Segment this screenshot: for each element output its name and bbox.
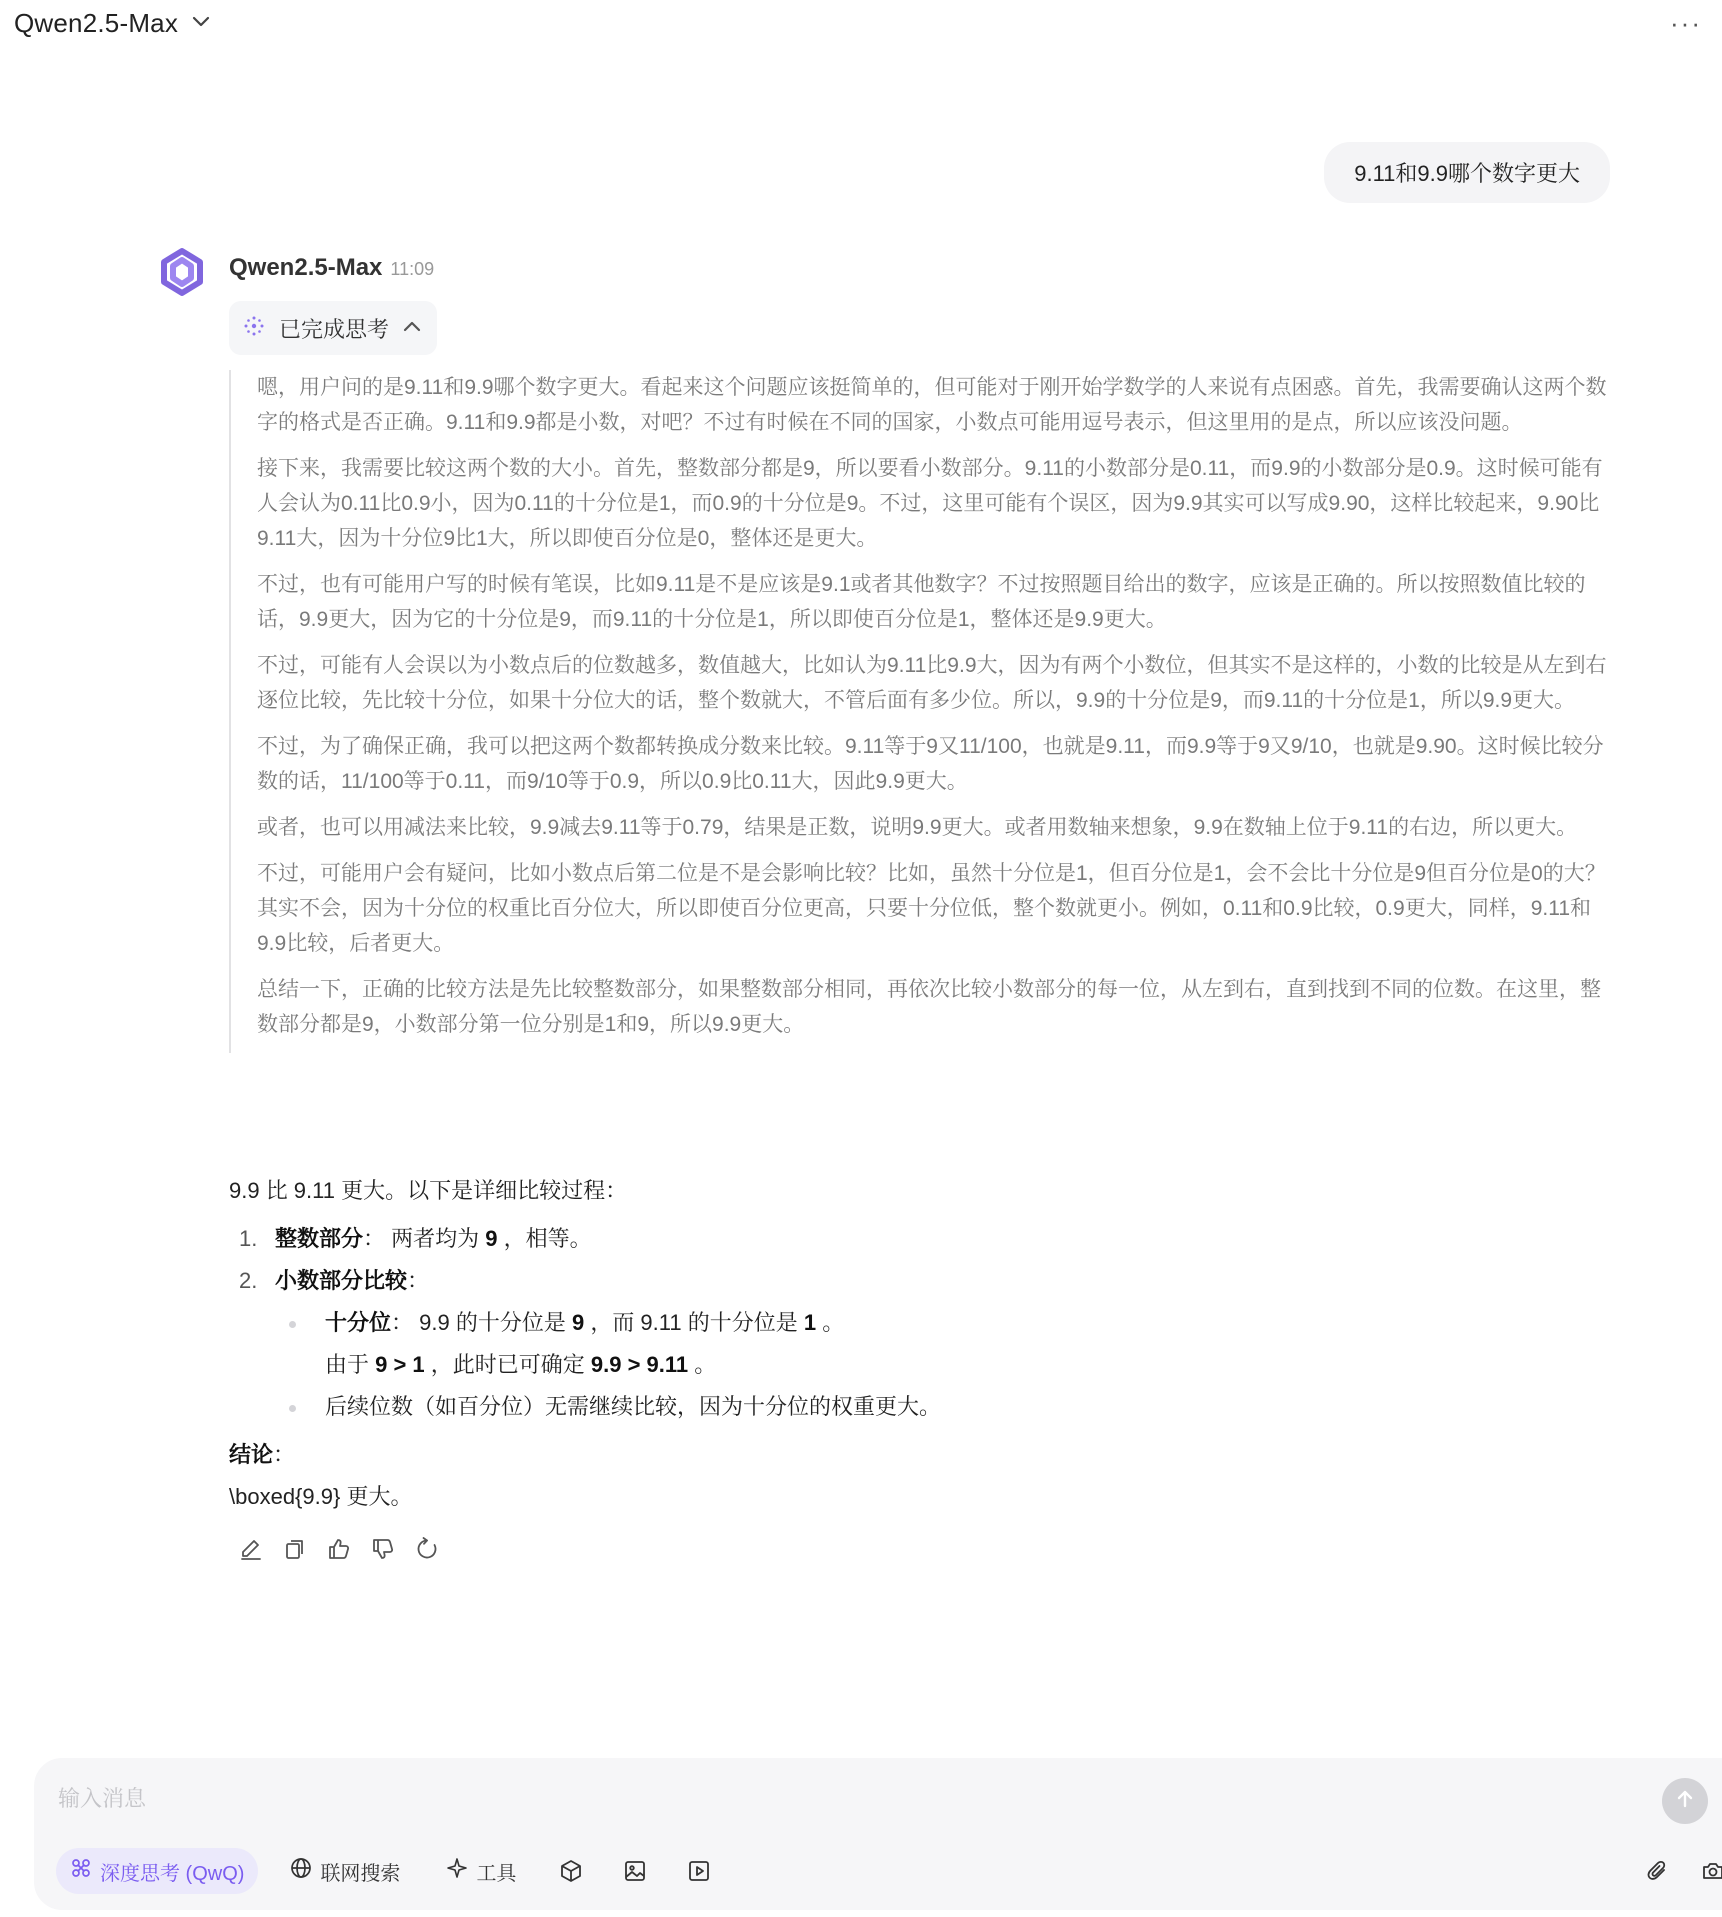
bullet-emphasis: 9.9 > 9.11 (590, 1352, 689, 1377)
image-icon[interactable] (612, 1848, 658, 1894)
camera-icon[interactable] (1690, 1848, 1722, 1894)
list-number: 2. (239, 1268, 258, 1293)
more-options-button[interactable]: ··· (1670, 8, 1702, 38)
message-composer (34, 1758, 1722, 1910)
bullet-continuation (229, 1344, 1609, 1386)
list-item-content (275, 1260, 429, 1302)
deep-think-toggle[interactable] (56, 1848, 258, 1894)
globe-icon (290, 1857, 312, 1885)
list-item-content (275, 1218, 592, 1260)
regenerate-icon[interactable] (414, 1536, 440, 1562)
send-button[interactable] (1662, 1778, 1708, 1824)
header (0, 0, 1722, 52)
bullet-dot (289, 1405, 296, 1412)
assistant-message-header (229, 254, 434, 282)
list-number: 1. (239, 1226, 258, 1251)
assistant-model-name: Qwen2.5-Max (229, 254, 383, 281)
composer-toolbar (56, 1848, 722, 1894)
answer-intro: 9.9 比 9.11 更大。以下是详细比较过程： (229, 1178, 628, 1203)
web-search-toggle[interactable] (276, 1848, 414, 1894)
thumbs-up-icon[interactable] (326, 1536, 352, 1562)
user-message-bubble (1324, 142, 1610, 203)
thinking-content (229, 370, 1609, 1053)
cube-icon[interactable] (548, 1848, 594, 1894)
user-message-text: 9.11和9.9哪个数字更大 (1354, 161, 1580, 186)
bullet-text: 由于 (325, 1352, 376, 1377)
copy-icon[interactable] (282, 1536, 308, 1562)
sparkle-icon (446, 1857, 468, 1885)
list-item-title: 小数部分比较 (275, 1268, 408, 1293)
list-item-text: 两者均为 (385, 1226, 486, 1251)
list-item-separator: ： (407, 1268, 430, 1293)
bullet-list-item (229, 1302, 1609, 1344)
ordered-list-item (239, 1260, 1609, 1302)
conclusion-text: \boxed{9.9} 更大。 (229, 1484, 413, 1509)
chevron-up-icon (403, 319, 421, 337)
chevron-down-icon (192, 15, 210, 33)
list-item-separator: ： (363, 1226, 386, 1251)
model-selector[interactable] (14, 8, 210, 39)
conclusion-title: 结论 (229, 1442, 274, 1467)
tools-label: 工具 (476, 1862, 517, 1885)
composer-right-tools (1634, 1848, 1722, 1894)
bullet-emphasis: 9 (571, 1310, 585, 1335)
thinking-paragraph: 嗯，用户问的是9.11和9.9哪个数字更大。看起来这个问题应该挺简单的，但可能对于刚开始学数学的人来说有点困惑。首先，我需要确认这两个数字的格式是否正确。9.11和9.9都是小数，对吧？不过有时候在不同的国家，小数点可能用逗号表示，但这里用的是点，所以应该没问题。 (257, 376, 1607, 434)
bullet-text: ，而 9.11 的十分位是 (584, 1310, 804, 1335)
arrow-up-icon (1674, 1788, 1696, 1815)
message-input[interactable] (56, 1772, 1620, 1826)
bullet-list-item (229, 1386, 1609, 1428)
thinking-toggle-button[interactable] (229, 301, 437, 355)
bullet-text: 。 (816, 1310, 845, 1335)
model-selector-label: Qwen2.5-Max (14, 8, 179, 38)
qwen-logo-icon (156, 246, 208, 298)
thinking-paragraph: 总结一下，正确的比较方法是先比较整数部分，如果整数部分相同，再依次比较小数部分的每一位，从左到右，直到找到不同的位数。在这里，整数部分都是9，小数部分第一位分别是1和9，所以9.9更大。 (257, 978, 1601, 1036)
conclusion-heading (229, 1434, 1609, 1476)
bullet-text: 9.9 的十分位是 (413, 1310, 572, 1335)
edit-icon[interactable] (238, 1536, 264, 1562)
thinking-paragraph: 不过，为了确保正确，我可以把这两个数都转换成分数来比较。9.11等于9又11/100，也就是9.11，而9.9等于9又9/10，也就是9.90。这时候比较分数的话，11/100等于0.11，而9/10等于0.9，所以0.9比0.11大，因此9.9更大。 (257, 735, 1604, 793)
thinking-paragraph: 或者，也可以用减法来比较，9.9减去9.11等于0.79，结果是正数，说明9.9更大。或者用数轴来想象，9.9在数轴上位于9.11的右边，所以更大。 (257, 816, 1578, 839)
deep-think-label: 深度思考 (QwQ) (100, 1862, 245, 1885)
assistant-answer (229, 1170, 1609, 1518)
list-item-title: 整数部分 (275, 1226, 364, 1251)
thumbs-down-icon[interactable] (370, 1536, 396, 1562)
bullet-text: 。 (688, 1352, 717, 1377)
thinking-status-label: 已完成思考 (279, 316, 390, 342)
bullet-dot (289, 1321, 296, 1328)
bullet-title: 十分位 (325, 1310, 392, 1335)
bullet-emphasis: 9 > 1 (375, 1352, 425, 1377)
bullet-separator: ： (391, 1310, 414, 1335)
thinking-paragraph: 不过，可能有人会误以为小数点后的位数越多，数值越大，比如认为9.11比9.9大，因为有两个小数位，但其实不是这样的，小数的比较是从左到右逐位比较，先比较十分位，如果十分位大的话，整个数就大，不管后面有多少位。所以，9.9的十分位是9，而9.11的十分位是1，所以9.9更大。 (257, 654, 1607, 712)
bullet-emphasis: 1 (803, 1310, 817, 1335)
list-item-emphasis: 9 (485, 1226, 498, 1251)
web-search-label: 联网搜索 (320, 1862, 401, 1885)
atom-icon (70, 1857, 92, 1885)
thinking-sparkle-icon (243, 315, 265, 342)
list-item-text: ，相等。 (497, 1226, 592, 1251)
tools-button[interactable] (432, 1848, 530, 1894)
message-actions (238, 1536, 440, 1562)
conclusion-separator: ： (273, 1442, 296, 1467)
thinking-paragraph: 不过，也有可能用户写的时候有笔误，比如9.11是不是应该是9.1或者其他数字？不过按照题目给出的数字，应该是正确的。所以按照数值比较的话，9.9更大，因为它的十分位是9，而9.11的十分位是1，所以即使百分位是1，整体还是9.9更大。 (257, 573, 1586, 631)
thinking-paragraph: 不过，可能用户会有疑问，比如小数点后第二位是不是会影响比较？比如，虽然十分位是1，但百分位是1，会不会比十分位是9但百分位是0的大？其实不会，因为十分位的权重比百分位大，所以即使百分位更高，只要十分位低，整个数就更小。例如，0.11和0.9比较，0.9更大，同样，9.11和9.9比较，后者更大。 (257, 862, 1606, 955)
thinking-paragraph: 接下来，我需要比较这两个数的大小。首先，整数部分都是9，所以要看小数部分。9.11的小数部分是0.11，而9.9的小数部分是0.9。这时候可能有人会认为0.11比0.9小，因为0.11的十分位是1，而0.9的十分位是9。不过，这里可能有个误区，因为9.9其实可以写成9.90，这样比较起来，9.90比9.11大，因为十分位9比1大，所以即使百分位是0，整体还是更大。 (257, 457, 1603, 550)
message-timestamp: 11:09 (390, 259, 435, 279)
paperclip-icon[interactable] (1634, 1848, 1680, 1894)
ordered-list-item (239, 1218, 1609, 1260)
bullet-text: 后续位数（如百分位）无需继续比较，因为十分位的权重更大。 (325, 1394, 942, 1419)
bullet-text: ，此时已可确定 (424, 1352, 591, 1377)
video-icon[interactable] (676, 1848, 722, 1894)
